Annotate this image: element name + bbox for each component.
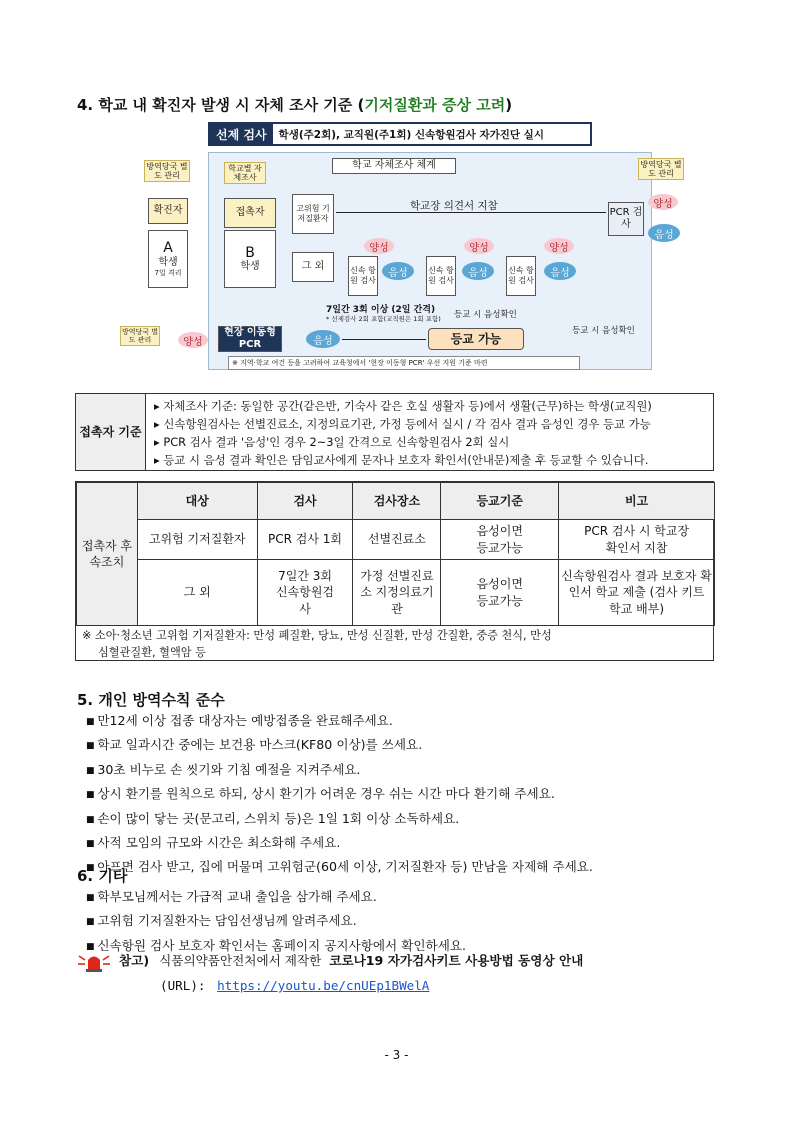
table-cell: 음성이면 등교가능: [441, 560, 559, 626]
interval-note: 7일간 3회 이상 (2일 간격): [326, 305, 436, 315]
reference-bold-text: 코로나19 자가검사키트 사용방법 동영상 안내: [329, 953, 584, 968]
table-header: 등교기준: [441, 483, 559, 520]
table-row: [77, 560, 715, 626]
list-item: ■ 상시 환기를 원칙으로 하되, 상시 환기가 어려운 경우 쉬는 시간 마다 환기해 주세요.: [86, 783, 593, 807]
pcr-box: PCR 검사: [608, 202, 644, 236]
reference-label: 참고): [119, 953, 150, 968]
banner-text: 학생(주2회), 교직원(주1회) 신속항원검사 자가진단 실시: [278, 128, 544, 141]
section4-title: [77, 94, 512, 115]
list-item: ■ 만12세 이상 접종 대상자는 예방접종을 완료해주세요.: [86, 710, 593, 734]
positive-badge-2: 양성: [464, 238, 494, 254]
contact-box: 접촉자: [224, 198, 276, 228]
quarantine-mgmt-left: 방역당국 별도 관리: [144, 160, 190, 182]
banner-label: 선제 검사: [210, 124, 273, 144]
video-link[interactable]: https://youtu.be/cnUEp1BWelA: [217, 978, 430, 993]
list-item: ▸ 신속항원검사는 선별진료소, 지정의료기관, 가정 등에서 실시 / 각 검사 결과 음성인 경우 등교 가능: [154, 415, 709, 433]
table-header: 대상: [137, 483, 257, 520]
school-self-check: 학교별 자체조사: [224, 162, 266, 184]
system-title: 학교 자체조사 체계: [332, 158, 456, 174]
contact-criteria-label: 접촉자 기준: [76, 394, 146, 470]
rapid-test-2: 신속 항원 검사: [426, 256, 456, 296]
principal-note: 학교장 의견서 지참: [410, 200, 498, 212]
followup-grid: [76, 482, 715, 626]
case-a-note: 7일 격리: [154, 269, 182, 278]
case-a-box: [148, 230, 188, 288]
mobile-pcr-negative: 음성: [306, 330, 340, 348]
arrow-to-attend: [342, 339, 426, 340]
case-b-sub: 학생: [240, 261, 260, 273]
table-header: 비고: [559, 483, 715, 520]
table-cell: 음성이면 등교가능: [441, 520, 559, 560]
reference-line: [77, 950, 583, 972]
confirmed-box: 확진자: [148, 198, 188, 224]
diagram-footnote: ※ 지역·학교 여건 등을 고려하여 교육청에서 '현장 이동형 PCR' 우선 지원 기준 마련: [228, 356, 580, 370]
pcr-positive: 양성: [648, 194, 678, 210]
list-item: ▸ PCR 검사 결과 '음성'인 경우 2~3일 간격으로 신속항원검사 2회 실시: [154, 433, 709, 451]
contact-criteria-list: [154, 397, 709, 469]
contact-criteria-table: [75, 393, 714, 471]
list-item: ■ 학부모님께서는 가급적 교내 출입을 삼가해 주세요.: [86, 886, 466, 910]
pcr-negative: 음성: [648, 224, 680, 242]
section4-title-highlight: 기저질환과 증상 고려: [364, 96, 506, 114]
url-label: (URL):: [160, 978, 206, 993]
diagram-banner: [208, 122, 592, 146]
table-cell: 선별진료소: [353, 520, 441, 560]
page-number: - 3 -: [384, 1048, 409, 1062]
case-b-label: B: [245, 244, 255, 261]
interval-sub: * 선제검사 2회 포함(교직원은 1회 포함): [326, 315, 441, 323]
section5-title: 5. 개인 방역수칙 준수: [77, 691, 225, 709]
mobile-pcr-box: 현장 이동형 PCR: [218, 326, 282, 352]
followup-row-label: 접촉자 후속조치: [77, 483, 138, 626]
high-risk-note: [82, 627, 552, 661]
table-cell: PCR 검사 시 학교장 확인서 지참: [559, 520, 715, 560]
list-item: ▸ 등교 시 음성 결과 확인은 담임교사에게 문자나 보호자 확인서(안내문)제출 후 등교할 수 있습니다.: [154, 451, 709, 469]
list-item: ■ 30초 비누로 손 씻기와 기침 예절을 지켜주세요.: [86, 759, 593, 783]
quarantine-mgmt-bottom: 방역당국 별도 관리: [121, 327, 159, 344]
list-item: ■ 손이 많이 닿는 곳(문고리, 스위치 등)은 1일 1회 이상 소독하세요.: [86, 808, 593, 832]
reference-url-line: [160, 978, 429, 993]
self-investigation-diagram: [120, 120, 680, 370]
table-header: 검사장소: [353, 483, 441, 520]
mobile-pcr-positive: 양성: [178, 332, 208, 348]
table-row: [77, 520, 715, 560]
positive-badge-1: 양성: [364, 238, 394, 254]
table-cell: 7일간 3회 신속항원검사: [257, 560, 353, 626]
case-b-box: [224, 230, 276, 288]
entry-check-note-2: 등교 시 음성확인: [572, 326, 635, 336]
list-item: ▸ 자체조사 기준: 동일한 공간(같은반, 기숙사 같은 호실 생활자 등)에서 생활(근무)하는 학생(교직원): [154, 397, 709, 415]
table-cell: PCR 검사 1회: [257, 520, 353, 560]
reference-text: 식품의약품안전처에서 제작한: [159, 953, 322, 968]
rapid-test-1: 신속 항원 검사: [348, 256, 378, 296]
table-header-row: [77, 483, 715, 520]
rapid-test-3: 신속 항원 검사: [506, 256, 536, 296]
contact-followup-table: [75, 481, 714, 661]
positive-badge-3: 양성: [544, 238, 574, 254]
high-risk-box: 고위험 기저질환자: [292, 194, 334, 234]
arrow-to-pcr: [336, 212, 606, 213]
case-a-label: A: [163, 240, 173, 257]
high-risk-note-line2: 심혈관질환, 혈액암 등: [98, 646, 206, 659]
siren-icon: [77, 952, 111, 972]
table-header: 검사: [257, 483, 353, 520]
table-cell: 가정 선별진료소 지정의료기관: [353, 560, 441, 626]
list-item: ■ 사적 모임의 규모와 시간은 최소화해 주세요.: [86, 832, 593, 856]
entry-check-note: 등교 시 음성확인: [454, 310, 517, 320]
list-item: ■ 아프면 검사 받고, 집에 머물며 고위험군(60세 이상, 기저질환자 등) 만남을 자제해 주세요.: [86, 856, 593, 880]
table-cell: 신속항원검사 결과 보호자 확인서 학교 제출 (검사 키트 학교 배부): [559, 560, 715, 626]
section6-title: 6. 기타: [77, 867, 128, 885]
list-item: ■ 학교 일과시간 중에는 보건용 마스크(KF80 이상)를 쓰세요.: [86, 734, 593, 758]
section4-title-suffix: ): [505, 96, 513, 114]
table-cell: 고위험 기저질환자: [137, 520, 257, 560]
section5-list: [86, 710, 593, 881]
section4-title-prefix: 4. 학교 내 확진자 발생 시 자체 조사 기준 (: [77, 96, 365, 114]
list-item: ■ 신속항원 검사 보호자 확인서는 홈페이지 공지사항에서 확인하세요.: [86, 935, 466, 959]
high-risk-note-line1: ※ 소아·청소년 고위험 기저질환자: 만성 폐질환, 당뇨, 만성 신질환, 만성 간질환, 중증 천식, 만성: [82, 629, 552, 642]
case-a-sub: 학생: [158, 257, 178, 269]
list-item: ■ 고위험 기저질환자는 담임선생님께 알려주세요.: [86, 910, 466, 934]
negative-badge-3: 음성: [544, 262, 576, 280]
table-cell: 그 외: [137, 560, 257, 626]
others-box: 그 외: [292, 252, 334, 282]
quarantine-mgmt-right: 방역당국 별도 관리: [638, 158, 684, 180]
negative-badge-2: 음성: [462, 262, 494, 280]
attend-ok-box: 등교 가능: [428, 328, 524, 350]
section6-list: [86, 886, 466, 959]
negative-badge-1: 음성: [382, 262, 414, 280]
